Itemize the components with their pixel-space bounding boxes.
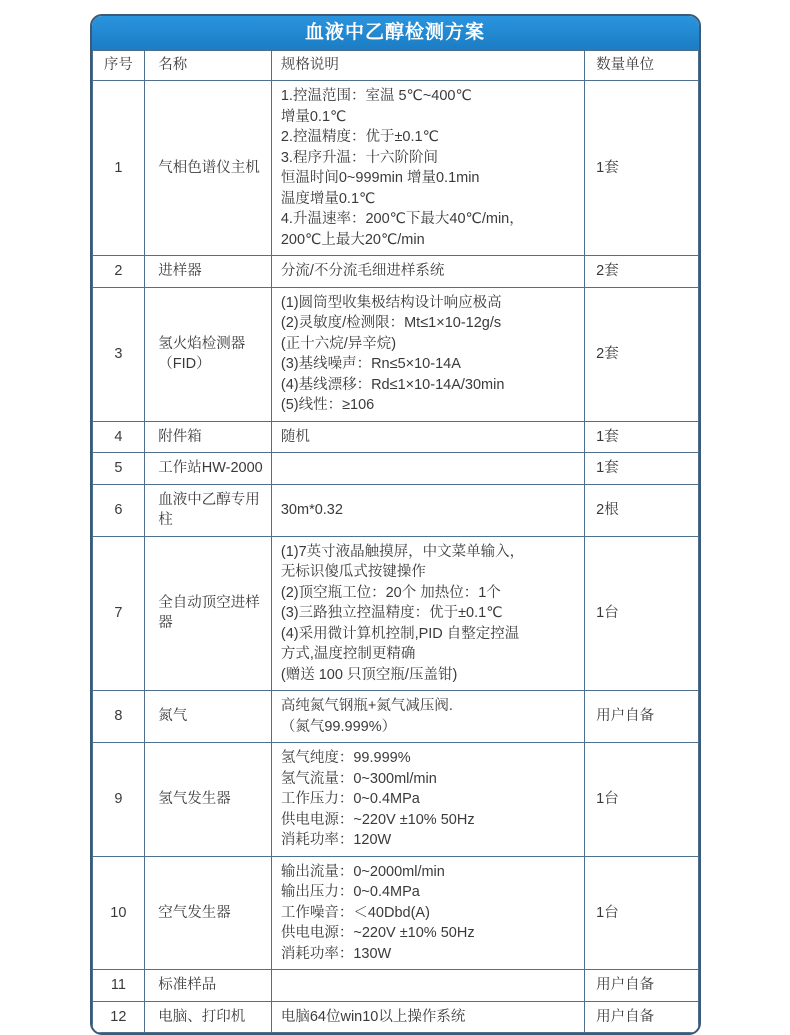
quantity-cell: 用户自备 (585, 691, 698, 743)
spec-cell (271, 484, 584, 536)
header-item-name: 名称 (145, 51, 272, 81)
spec-line: 恒温时间0~999min 增量0.1min (280, 170, 480, 186)
row-number-cell: 12 (92, 1001, 145, 1033)
spec-cell (271, 856, 584, 970)
spec-line: 温度增量0.1℃ (280, 190, 376, 207)
spec-line: 200℃上最大20℃/min (280, 231, 425, 248)
spec-cell (271, 970, 584, 1002)
spec-line: （氮气99.999%） (280, 718, 397, 735)
table-body (92, 81, 698, 1033)
table-row (92, 536, 698, 691)
table-row (92, 856, 698, 970)
row-number-cell: 6 (92, 484, 145, 536)
spec-line: (1)7英寸液晶触摸屏，中文菜单输入， (280, 543, 525, 560)
spec-line: 增量0.1℃ (280, 108, 347, 125)
quantity-cell: 1台 (585, 743, 698, 857)
header-specification: 规格说明 (271, 51, 584, 81)
spec-cell (271, 691, 584, 743)
item-name-cell: 全自动顶空进样器 (145, 536, 272, 691)
spec-line: 随机 (280, 428, 310, 445)
spec-line: (1)圆筒型收集极结构设计响应极高 (280, 294, 502, 311)
spec-line: 消耗功率：130W (280, 945, 392, 962)
spec-line: (赠送 100 只顶空瓶/压盖钳) (280, 666, 458, 683)
spec-cell (271, 536, 584, 691)
row-number-cell: 11 (92, 970, 145, 1002)
row-number-cell: 9 (92, 743, 145, 857)
spec-line: 3.程序升温：十六阶阶间 (280, 149, 438, 166)
spec-line: (3)基线噪声：Rn≤5×10-14A (280, 356, 461, 372)
quantity-cell: 1台 (585, 856, 698, 970)
spec-line: 分流/不分流毛细进样系统 (280, 263, 445, 279)
header-quantity-unit: 数量单位 (585, 51, 698, 81)
spec-cell (271, 81, 584, 256)
spec-line: 输出压力：0~0.4MPa (280, 884, 420, 900)
spec-line: 高纯氮气钢瓶+氮气减压阀. (280, 698, 453, 714)
spec-line: (4)基线漂移：Rd≤1×10-14A/30min (280, 376, 505, 393)
table-row (92, 484, 698, 536)
spec-line: 供电电源：~220V ±10% 50Hz (280, 811, 475, 828)
quantity-cell: 2套 (585, 287, 698, 421)
item-name-cell: 血液中乙醇专用柱 (145, 484, 272, 536)
spec-line: 1.控温范围：室温 5℃~400℃ (280, 88, 472, 104)
item-name-cell: 空气发生器 (145, 856, 272, 970)
header-serial-number: 序号 (92, 51, 145, 81)
quantity-cell: 1套 (585, 81, 698, 256)
spec-cell (271, 743, 584, 857)
quantity-cell: 1套 (585, 421, 698, 453)
spec-card (90, 14, 701, 1035)
spec-line: 2.控温精度：优于±0.1℃ (280, 129, 439, 145)
row-number-cell: 10 (92, 856, 145, 970)
spec-cell (271, 453, 584, 485)
spec-cell (271, 256, 584, 288)
table-row (92, 256, 698, 288)
row-number-cell: 4 (92, 421, 145, 453)
spec-line: 消耗功率：120W (280, 832, 392, 848)
spec-line: 工作噪音：＜40Dbd(A) (280, 904, 430, 921)
item-name-cell: 电脑、打印机 (145, 1001, 272, 1033)
item-name-cell: 气相色谱仪主机 (145, 81, 272, 256)
table-row (92, 691, 698, 743)
item-name-cell: 附件箱 (145, 421, 272, 453)
row-number-cell: 8 (92, 691, 145, 743)
page-title: 血液中乙醇检测方案 (92, 16, 699, 50)
item-name-cell: 氢火焰检测器（FID） (145, 287, 272, 421)
spec-line: 工作压力：0~0.4MPa (280, 791, 420, 807)
spec-line: 氢气流量：0~300ml/min (280, 770, 437, 787)
spec-line: (3)三路独立控温精度：优于±0.1℃ (280, 605, 503, 621)
spec-line: 30m*0.32 (280, 501, 343, 518)
spec-line: 4.升温速率：200℃下最大40℃/min， (280, 211, 524, 227)
row-number-cell: 1 (92, 81, 145, 256)
table-row (92, 1001, 698, 1033)
table-row (92, 453, 698, 485)
table-row (92, 81, 698, 256)
row-number-cell: 7 (92, 536, 145, 691)
spec-line: (5)线性：≥106 (280, 397, 375, 413)
quantity-cell: 用户自备 (585, 970, 698, 1002)
item-name-cell: 进样器 (145, 256, 272, 288)
spec-line: (正十六烷/异辛烷) (280, 335, 397, 352)
spec-line: (4)采用微计算机控制,PID 自整定控温 (280, 625, 520, 642)
row-number-cell: 5 (92, 453, 145, 485)
spec-line: (2)顶空瓶工位：20个 加热位：1个 (280, 584, 501, 601)
table-row (92, 743, 698, 857)
item-name-cell: 氢气发生器 (145, 743, 272, 857)
spec-table (92, 50, 699, 1033)
header-row (92, 51, 698, 81)
table-row (92, 287, 698, 421)
quantity-cell: 1台 (585, 536, 698, 691)
quantity-cell: 2套 (585, 256, 698, 288)
item-name-cell: 标准样品 (145, 970, 272, 1002)
table-row (92, 970, 698, 1002)
quantity-cell: 用户自备 (585, 1001, 698, 1033)
item-name-cell: 氮气 (145, 691, 272, 743)
spec-line: 电脑64位win10以上操作系统 (280, 1008, 466, 1025)
spec-line: 无标识傻瓜式按键操作 (280, 564, 426, 580)
spec-line: 方式,温度控制更精确 (280, 646, 416, 662)
spec-line: 输出流量：0~2000ml/min (280, 863, 445, 880)
table-row (92, 421, 698, 453)
spec-line: 供电电源：~220V ±10% 50Hz (280, 925, 475, 941)
spec-cell (271, 421, 584, 453)
spec-cell (271, 287, 584, 421)
row-number-cell: 3 (92, 287, 145, 421)
spec-cell (271, 1001, 584, 1033)
spec-line: (2)灵敏度/检测限：Mt≤1×10-12g/s (280, 315, 502, 331)
quantity-cell: 2根 (585, 484, 698, 536)
quantity-cell: 1套 (585, 453, 698, 485)
row-number-cell: 2 (92, 256, 145, 288)
spec-line: 氢气纯度：99.999% (280, 750, 411, 766)
item-name-cell: 工作站HW-2000 (145, 453, 272, 485)
